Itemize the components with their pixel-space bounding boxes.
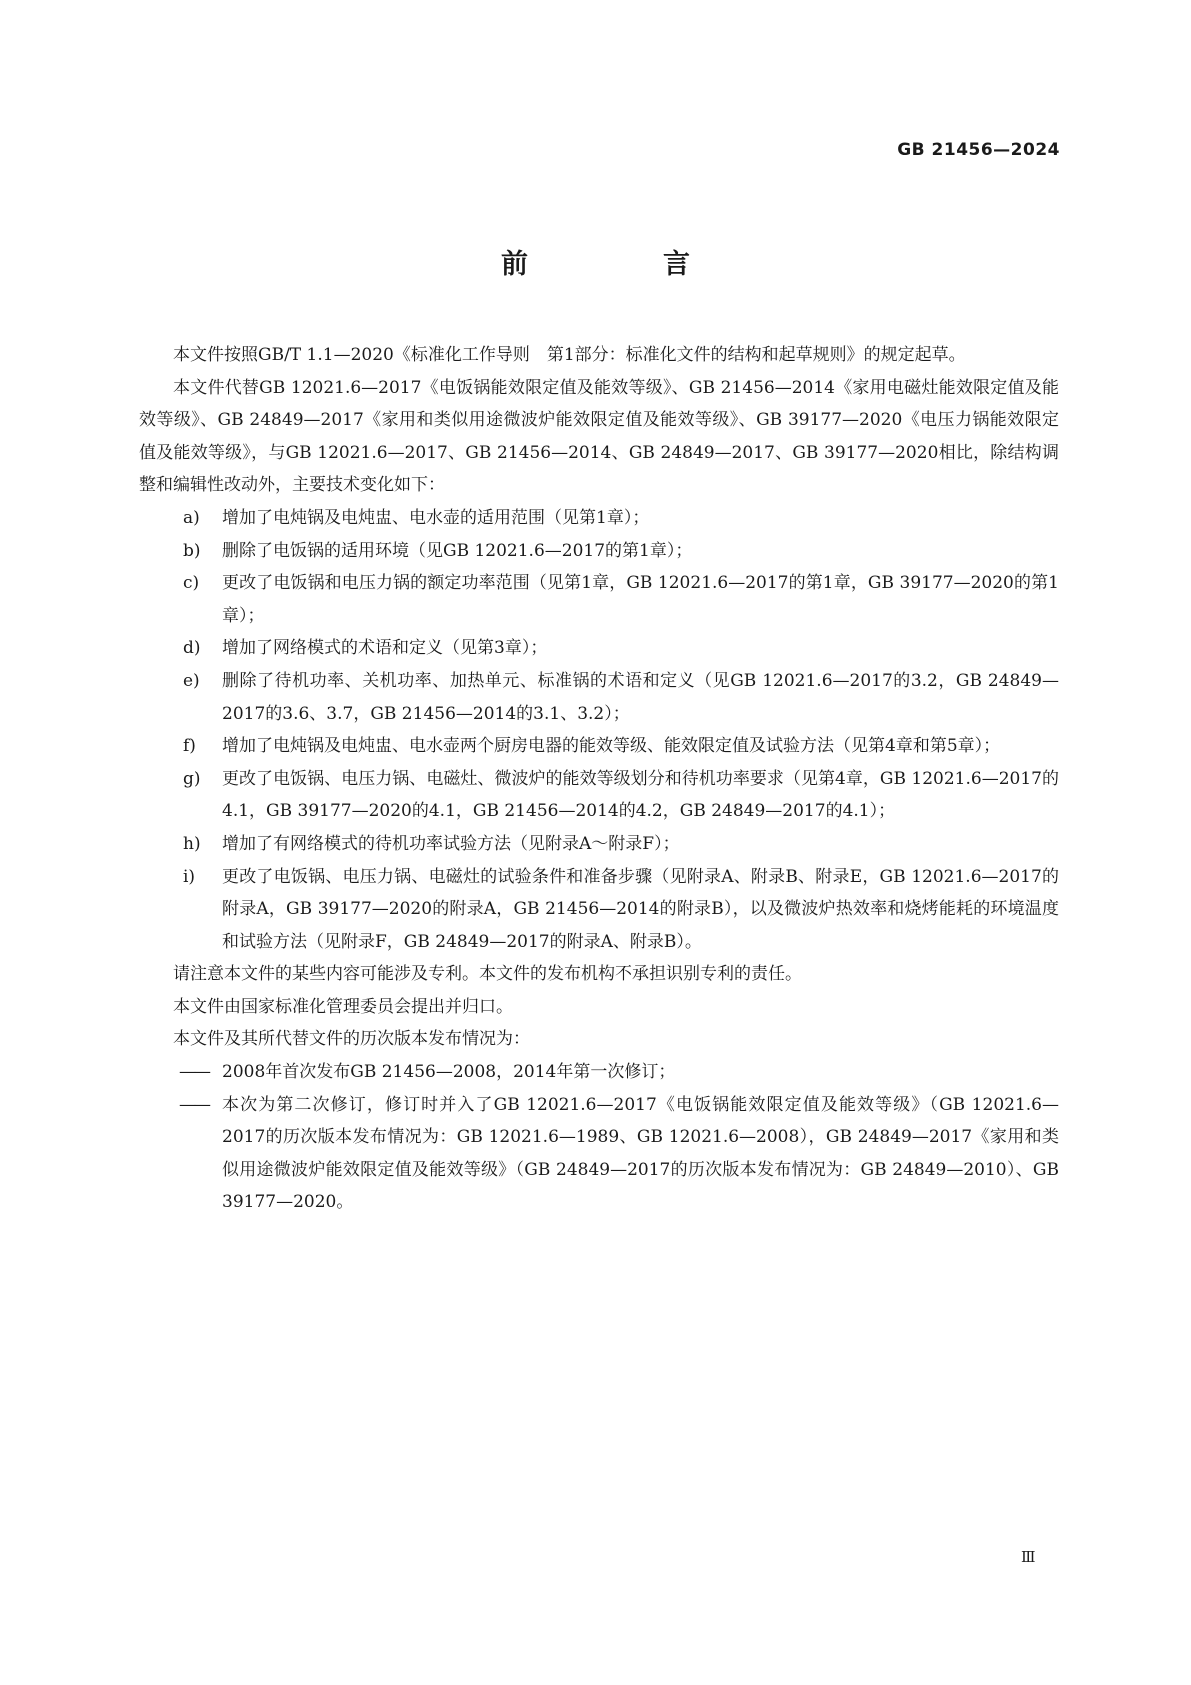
item-marker: b) xyxy=(183,540,201,561)
item-text: 增加了网络模式的术语和定义（见第3章）； xyxy=(222,638,548,659)
item-marker: h) xyxy=(183,833,201,854)
change-item xyxy=(139,763,1059,828)
item-marker: d) xyxy=(183,638,201,659)
history-item xyxy=(139,1056,1059,1089)
item-marker: c) xyxy=(183,573,200,594)
change-item xyxy=(139,861,1059,959)
item-text: 增加了电炖锅及电炖盅、电水壶的适用范围（见第1章）； xyxy=(222,507,650,528)
dash-marker: —— xyxy=(179,1094,209,1115)
history-text: 本次为第二次修订，修订时并入了GB 12021.6—2017《电饭锅能效限定值及能效等级》（GB 12021.6—2017的历次版本发布情况为：GB 12021.6—1989、GB 12021.6—2008），GB 24849—2017《家用和类似用途微波炉能效限定值及能效等级》（GB 24849—2017的历次版本发布情况为：GB 24849—2010）、GB 39177—2020。 xyxy=(222,1094,1059,1213)
item-text: 更改了电饭锅和电压力锅的额定功率范围（见第1章，GB 12021.6—2017的第1章，GB 39177—2020的第1章）； xyxy=(222,573,1059,626)
item-text: 增加了有网络模式的待机功率试验方法（见附录A～附录F）； xyxy=(222,833,680,854)
paragraph-drafting-basis: 本文件按照GB/T 1.1—2020《标准化工作导则 第1部分：标准化文件的结构和起草规则》的规定起草。 xyxy=(173,345,966,365)
item-text: 删除了电饭锅的适用环境（见GB 12021.6—2017的第1章）； xyxy=(222,540,693,561)
item-marker: a) xyxy=(183,507,200,528)
item-text: 更改了电饭锅、电压力锅、电磁灶的试验条件和准备步骤（见附录A、附录B、附录E，GB 12021.6—2017的附录A，GB 39177—2020的附录A，GB 21456—2014的附录B），以及微波炉热效率和烧烤能耗的环境温度和试验方法（见附录F，GB 24849—2017的附录A、附录B）。 xyxy=(222,866,1059,952)
change-item xyxy=(139,502,1059,535)
history-text: 2008年首次发布GB 21456—2008，2014年第一次修订； xyxy=(222,1062,676,1083)
page-title: 前 言 xyxy=(501,249,744,280)
page-number: Ⅲ xyxy=(1021,1548,1036,1566)
change-item xyxy=(139,828,1059,861)
item-text: 删除了待机功率、关机功率、加热单元、标准锅的术语和定义（见GB 12021.6—2017的3.2，GB 24849—2017的3.6、3.7，GB 21456—2014的3.1、3.2）； xyxy=(222,670,1059,724)
paragraph-history-intro: 本文件及其所代替文件的历次版本发布情况为： xyxy=(173,1029,530,1050)
change-item xyxy=(139,665,1059,730)
item-marker: f) xyxy=(183,736,196,757)
change-item xyxy=(139,567,1059,632)
item-text: 增加了电炖锅及电炖盅、电水壶两个厨房电器的能效等级、能效限定值及试验方法（见第4章和第5章）； xyxy=(222,736,1001,757)
history-item xyxy=(139,1089,1059,1219)
item-text: 更改了电饭锅、电压力锅、电磁灶、微波炉的能效等级划分和待机功率要求（见第4章，GB 12021.6—2017的4.1，GB 39177—2020的4.1，GB 21456—2014的4.2，GB 24849—2017的4.1）； xyxy=(222,768,1059,822)
foreword-body xyxy=(139,339,1059,1219)
item-marker: i) xyxy=(183,866,196,887)
item-marker: g) xyxy=(183,768,201,789)
change-item xyxy=(139,632,1059,665)
standard-code: GB 21456—2024 xyxy=(897,140,1060,160)
paragraph-patent-notice: 请注意本文件的某些内容可能涉及专利。本文件的发布机构不承担识别专利的责任。 xyxy=(173,964,802,985)
paragraph-proposer: 本文件由国家标准化管理委员会提出并归口。 xyxy=(173,996,513,1017)
item-marker: e) xyxy=(183,670,200,691)
change-item xyxy=(139,730,1059,763)
dash-marker: —— xyxy=(179,1062,209,1083)
paragraph-replacement: 本文件代替GB 12021.6—2017《电饭锅能效限定值及能效等级》、GB 21456—2014《家用电磁灶能效限定值及能效等级》、GB 24849—2017《家用和类似用途微波炉能效限定值及能效等级》、GB 39177—2020《电压力锅能效限定值及能效等级》，与GB 12021.6—2017、GB 21456—2014、GB 24849—2017、GB 39177—2020相比，除结构调整和编辑性改动外，主要技术变化如下： xyxy=(139,377,1059,496)
change-item xyxy=(139,535,1059,568)
